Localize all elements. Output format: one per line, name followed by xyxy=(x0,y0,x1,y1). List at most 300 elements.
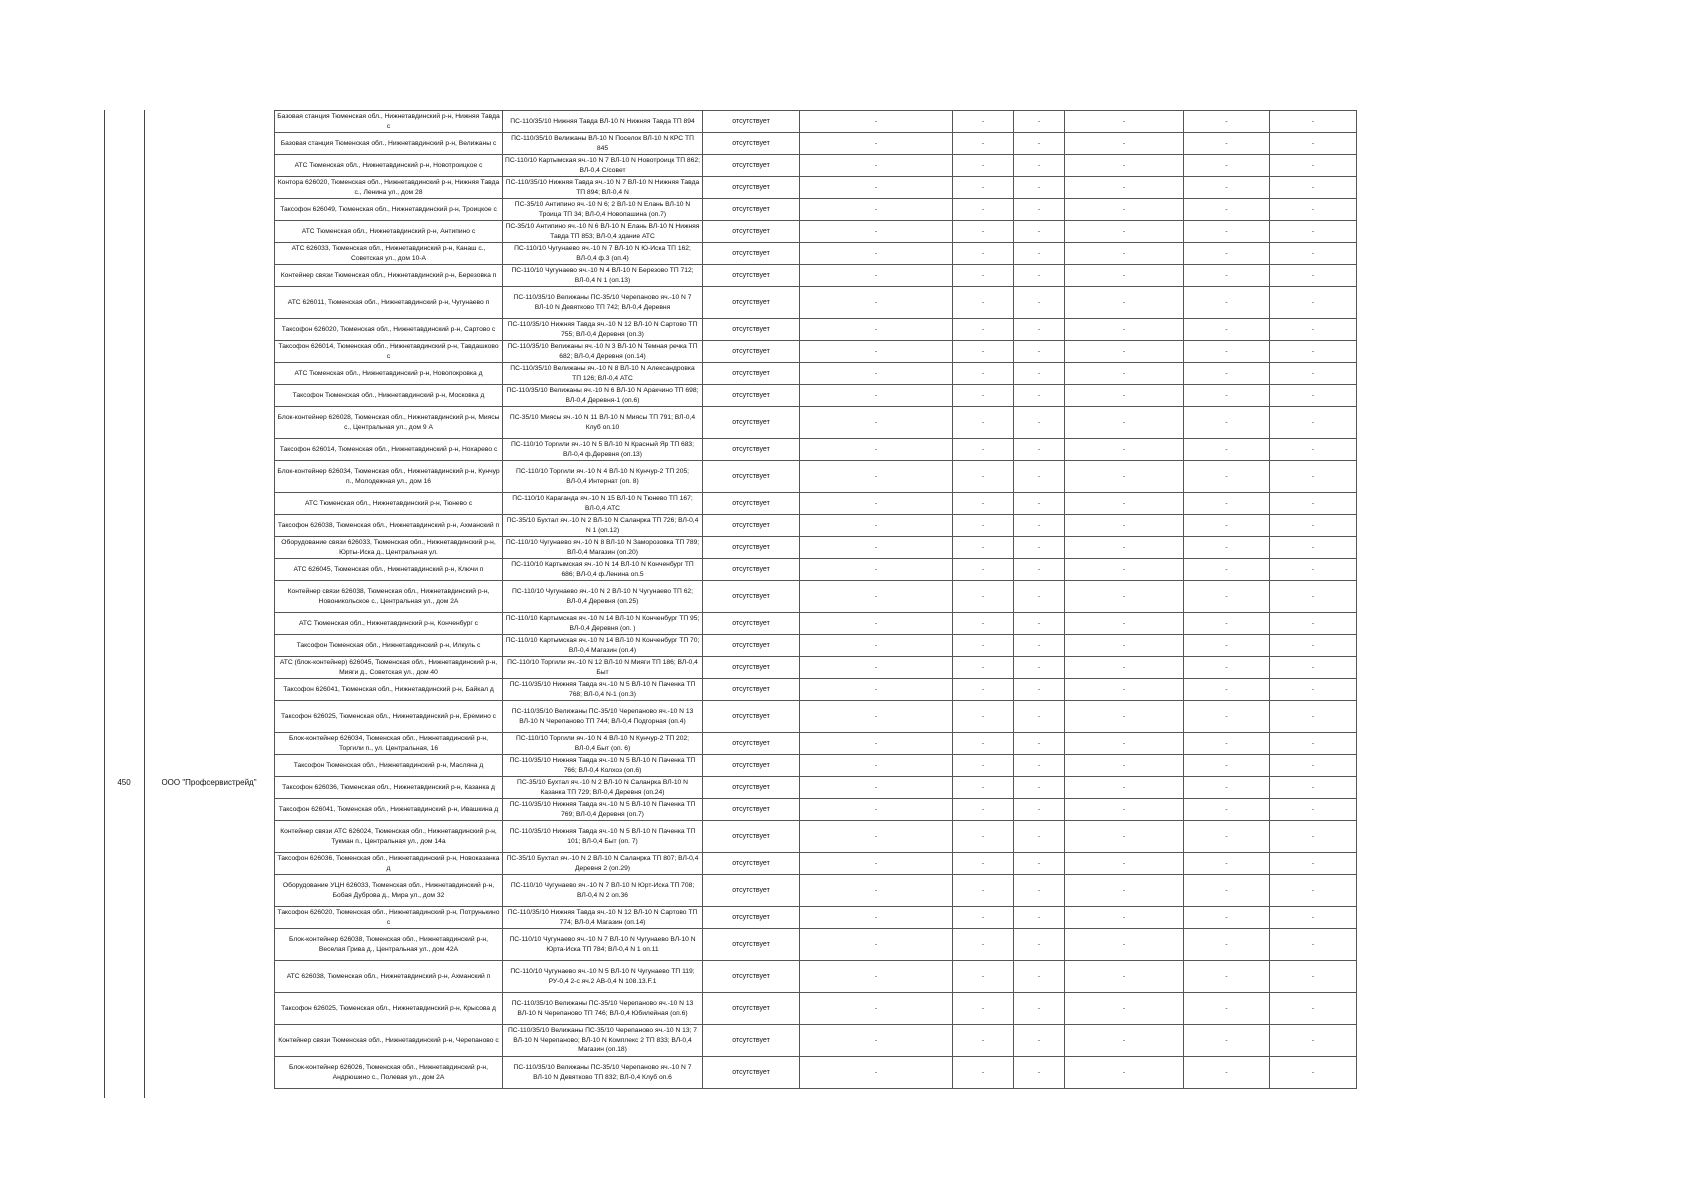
dash-cell: - xyxy=(1184,907,1270,929)
dash-cell: - xyxy=(953,613,1014,635)
dash-cell: - xyxy=(1184,439,1270,461)
dash-cell: - xyxy=(953,439,1014,461)
dash-cell: - xyxy=(1014,461,1065,493)
address-cell: Таксофон Тюменская обл., Нижнетавдинский р-н, Масляна д xyxy=(275,755,503,777)
dash-cell: - xyxy=(1065,679,1184,701)
status-cell: отсутствует xyxy=(703,319,800,341)
address-cell: АТС Тюменская обл., Нижнетавдинский р-н, Новотроицкое с xyxy=(275,155,503,177)
supply-scheme-cell: ПС-110/35/10 Велижаны яч.-10 N 8 ВЛ-10 N Александровка ТП 126; ВЛ-0,4 АТС xyxy=(503,363,703,385)
dash-cell: - xyxy=(1184,929,1270,961)
table-row xyxy=(275,777,1357,799)
dash-cell: - xyxy=(1014,385,1065,407)
dash-cell: - xyxy=(1184,515,1270,537)
dash-cell: - xyxy=(1065,537,1184,559)
table-row xyxy=(275,407,1357,439)
status-cell: отсутствует xyxy=(703,755,800,777)
left-merged-block xyxy=(104,110,274,1098)
table-row xyxy=(275,679,1357,701)
dash-cell: - xyxy=(1014,407,1065,439)
supply-scheme-cell: ПС-35/10 Бухтал яч.-10 N 2 ВЛ-10 N Саланрка ВЛ-10 N Казанка ТП 729; ВЛ-0,4 Деревня (оп.24) xyxy=(503,777,703,799)
dash-cell: - xyxy=(953,961,1014,993)
dash-cell: - xyxy=(800,199,953,221)
supply-scheme-cell: ПС-110/10 Картымская яч.-10 N 14 ВЛ-10 N Конченбург ТП 686; ВЛ-0,4 ф.Ленина оп.5 xyxy=(503,559,703,581)
dash-cell: - xyxy=(1065,133,1184,155)
dash-cell: - xyxy=(1270,821,1357,853)
dash-cell: - xyxy=(1065,907,1184,929)
dash-cell: - xyxy=(1184,821,1270,853)
table-row xyxy=(275,265,1357,287)
supply-scheme-cell: ПС-110/35/10 Нижняя Тавда ВЛ-10 N Нижняя Тавда ТП 894 xyxy=(503,111,703,133)
address-cell: Блок-контейнер 626026, Тюменская обл., Нижнетавдинский р-н, Андрюшино с., Полевая ул., дом 2А xyxy=(275,1057,503,1089)
left-border-line xyxy=(104,110,105,1098)
status-cell: отсутствует xyxy=(703,407,800,439)
table-row xyxy=(275,701,1357,733)
status-cell: отсутствует xyxy=(703,559,800,581)
row-number: 450 xyxy=(117,778,131,787)
dash-cell: - xyxy=(953,875,1014,907)
dash-cell: - xyxy=(800,363,953,385)
dash-cell: - xyxy=(800,821,953,853)
table-row xyxy=(275,537,1357,559)
dash-cell: - xyxy=(953,581,1014,613)
dash-cell: - xyxy=(1065,733,1184,755)
dash-cell: - xyxy=(953,363,1014,385)
table-row xyxy=(275,341,1357,363)
dash-cell: - xyxy=(1270,961,1357,993)
dash-cell: - xyxy=(800,733,953,755)
dash-cell: - xyxy=(1270,265,1357,287)
dash-cell: - xyxy=(1014,439,1065,461)
dash-cell: - xyxy=(953,461,1014,493)
dash-cell: - xyxy=(1014,907,1065,929)
dash-cell: - xyxy=(1065,755,1184,777)
table-row xyxy=(275,199,1357,221)
dash-cell: - xyxy=(1014,733,1065,755)
status-cell: отсутствует xyxy=(703,821,800,853)
dash-cell: - xyxy=(953,929,1014,961)
dash-cell: - xyxy=(1014,777,1065,799)
table-row xyxy=(275,439,1357,461)
dash-cell: - xyxy=(1065,875,1184,907)
dash-cell: - xyxy=(800,777,953,799)
dash-cell: - xyxy=(1014,133,1065,155)
dash-cell: - xyxy=(953,385,1014,407)
address-cell: Блок-контейнер 626034, Тюменская обл., Нижнетавдинский р-н, Торгили п., ул. Центральная, 16 xyxy=(275,733,503,755)
dash-cell: - xyxy=(1014,319,1065,341)
dash-cell: - xyxy=(800,961,953,993)
supply-scheme-cell: ПС-110/35/10 Велижаны ПС-35/10 Черепаново яч.-10 N 7 ВЛ-10 N Девятково ТП 832; ВЛ-0,4 Клуб оп.6 xyxy=(503,1057,703,1089)
dash-cell: - xyxy=(953,265,1014,287)
dash-cell: - xyxy=(1065,993,1184,1025)
supply-scheme-cell: ПС-110/35/10 Нижняя Тавда яч.-10 N 12 ВЛ-10 N Сартово ТП 755; ВЛ-0,4 Деревня (оп.3) xyxy=(503,319,703,341)
status-cell: отсутствует xyxy=(703,1025,800,1057)
dash-cell: - xyxy=(1270,439,1357,461)
table-row xyxy=(275,657,1357,679)
status-cell: отсутствует xyxy=(703,385,800,407)
table-row xyxy=(275,993,1357,1025)
table-row xyxy=(275,1025,1357,1057)
dash-cell: - xyxy=(953,777,1014,799)
dash-cell: - xyxy=(800,559,953,581)
table-row xyxy=(275,385,1357,407)
address-cell: Таксофон 626041, Тюменская обл., Нижнетавдинский р-н, Ивашкина д xyxy=(275,799,503,821)
dash-cell: - xyxy=(1065,961,1184,993)
status-cell: отсутствует xyxy=(703,907,800,929)
dash-cell: - xyxy=(800,701,953,733)
dash-cell: - xyxy=(1184,613,1270,635)
address-cell: Контейнер связи Тюменская обл., Нижнетавдинский р-н, Черепаново с xyxy=(275,1025,503,1057)
table-row xyxy=(275,319,1357,341)
status-cell: отсутствует xyxy=(703,155,800,177)
dash-cell: - xyxy=(953,515,1014,537)
supply-scheme-cell: ПС-35/10 Антипино яч.-10 N 6 ВЛ-10 N Елань ВЛ-10 N Нижняя Тавда ТП 853; ВЛ-0,4 здание АТС xyxy=(503,221,703,243)
address-cell: Блок-контейнер 626034, Тюменская обл., Нижнетавдинский р-н, Кунчур п., Молодежная ул., дом 16 xyxy=(275,461,503,493)
supply-scheme-cell: ПС-35/10 Бухтал яч.-10 N 2 ВЛ-10 N Саланрка ТП 807; ВЛ-0,4 Деревня 2 (оп.29) xyxy=(503,853,703,875)
dash-cell: - xyxy=(1184,287,1270,319)
status-cell: отсутствует xyxy=(703,613,800,635)
dash-cell: - xyxy=(1184,701,1270,733)
address-cell: Таксофон 626025, Тюменская обл., Нижнетавдинский р-н, Еремино с xyxy=(275,701,503,733)
dash-cell: - xyxy=(800,679,953,701)
dash-cell: - xyxy=(1184,777,1270,799)
dash-cell: - xyxy=(1184,319,1270,341)
dash-cell: - xyxy=(1065,701,1184,733)
supply-scheme-cell: ПС-110/10 Чугунаево яч.-10 N 2 ВЛ-10 N Чугунаево ТП 62; ВЛ-0,4 Деревня (оп.25) xyxy=(503,581,703,613)
supply-scheme-cell: ПС-110/10 Картымская яч.-10 N 7 ВЛ-10 N Новотроицк ТП 862; ВЛ-0,4 С/совет xyxy=(503,155,703,177)
dash-cell: - xyxy=(1270,461,1357,493)
dash-cell: - xyxy=(1065,635,1184,657)
supply-scheme-cell: ПС-110/10 Чугунаево яч.-10 N 4 ВЛ-10 N Березово ТП 712; ВЛ-0,4 N 1 (оп.13) xyxy=(503,265,703,287)
dash-cell: - xyxy=(1014,755,1065,777)
status-cell: отсутствует xyxy=(703,961,800,993)
supply-scheme-cell: ПС-110/10 Чугунаево яч.-10 N 8 ВЛ-10 N Заморозовка ТП 789; ВЛ-0,4 Магазин (оп.20) xyxy=(503,537,703,559)
dash-cell: - xyxy=(800,243,953,265)
dash-cell: - xyxy=(800,907,953,929)
dash-cell: - xyxy=(953,799,1014,821)
status-cell: отсутствует xyxy=(703,493,800,515)
dash-cell: - xyxy=(953,1025,1014,1057)
supply-scheme-cell: ПС-110/10 Торгили яч.-10 N 4 ВЛ-10 N Кунчур-2 ТП 205; ВЛ-0,4 Интернат (оп. 8) xyxy=(503,461,703,493)
dash-cell: - xyxy=(800,221,953,243)
dash-cell: - xyxy=(1270,799,1357,821)
dash-cell: - xyxy=(1270,635,1357,657)
status-cell: отсутствует xyxy=(703,799,800,821)
address-cell: Оборудование УЦН 626033, Тюменская обл., Нижнетавдинский р-н, Бобая Дуброва д., Мира ул., дом 32 xyxy=(275,875,503,907)
dash-cell: - xyxy=(1270,515,1357,537)
dash-cell: - xyxy=(1014,199,1065,221)
dash-cell: - xyxy=(1184,155,1270,177)
dash-cell: - xyxy=(1014,265,1065,287)
dash-cell: - xyxy=(800,537,953,559)
status-cell: отсутствует xyxy=(703,701,800,733)
dash-cell: - xyxy=(1184,461,1270,493)
dash-cell: - xyxy=(1270,287,1357,319)
dash-cell: - xyxy=(1014,1025,1065,1057)
dash-cell: - xyxy=(800,385,953,407)
dash-cell: - xyxy=(1184,799,1270,821)
address-cell: Контейнер связи 626038, Тюменская обл., Нижнетавдинский р-н, Новоникольское с., Центральная ул., дом 2А xyxy=(275,581,503,613)
address-cell: Таксофон 626041, Тюменская обл., Нижнетавдинский р-н, Байкал д xyxy=(275,679,503,701)
dash-cell: - xyxy=(1065,821,1184,853)
dash-cell: - xyxy=(953,635,1014,657)
table-row xyxy=(275,155,1357,177)
dash-cell: - xyxy=(1065,265,1184,287)
dash-cell: - xyxy=(1184,1025,1270,1057)
dash-cell: - xyxy=(953,657,1014,679)
dash-cell: - xyxy=(1065,1025,1184,1057)
dash-cell: - xyxy=(953,755,1014,777)
dash-cell: - xyxy=(1184,221,1270,243)
dash-cell: - xyxy=(1014,559,1065,581)
table-row xyxy=(275,581,1357,613)
dash-cell: - xyxy=(800,439,953,461)
dash-cell: - xyxy=(1065,385,1184,407)
address-cell: Таксофон 626014, Тюменская обл., Нижнетавдинский р-н, Нохарево с xyxy=(275,439,503,461)
dash-cell: - xyxy=(1270,907,1357,929)
dash-cell: - xyxy=(1184,407,1270,439)
dash-cell: - xyxy=(953,679,1014,701)
address-cell: АТС (блок-контейнер) 626045, Тюменская обл., Нижнетавдинский р-н, Мияги д., Советская ул., дом 40 xyxy=(275,657,503,679)
dash-cell: - xyxy=(800,493,953,515)
supply-scheme-cell: ПС-110/10 Картымская яч.-10 N 14 ВЛ-10 N Конченбург ТП 95; ВЛ-0,4 Деревня (оп. ) xyxy=(503,613,703,635)
address-cell: АТС Тюменская обл., Нижнетавдинский р-н, Новопокровка д xyxy=(275,363,503,385)
dash-cell: - xyxy=(800,799,953,821)
status-cell: отсутствует xyxy=(703,853,800,875)
dash-cell: - xyxy=(1270,1057,1357,1089)
dash-cell: - xyxy=(1270,929,1357,961)
dash-cell: - xyxy=(1184,177,1270,199)
dash-cell: - xyxy=(1014,341,1065,363)
table-row xyxy=(275,875,1357,907)
dash-cell: - xyxy=(1270,221,1357,243)
dash-cell: - xyxy=(953,407,1014,439)
dash-cell: - xyxy=(800,133,953,155)
status-cell: отсутствует xyxy=(703,581,800,613)
dash-cell: - xyxy=(1184,243,1270,265)
dash-cell: - xyxy=(953,493,1014,515)
dash-cell: - xyxy=(1014,111,1065,133)
address-cell: Таксофон 626020, Тюменская обл., Нижнетавдинский р-н, Сартово с xyxy=(275,319,503,341)
table-row xyxy=(275,635,1357,657)
address-cell: Базовая станция Тюменская обл., Нижнетавдинский р-н, Велижаны с xyxy=(275,133,503,155)
left-divider-line xyxy=(144,110,145,1098)
dash-cell: - xyxy=(1014,155,1065,177)
supply-scheme-cell: ПС-110/35/10 Нижняя Тавда яч.-10 N 5 ВЛ-10 N Паченка ТП 769; ВЛ-0,4 Деревня (оп.7) xyxy=(503,799,703,821)
table-row xyxy=(275,613,1357,635)
dash-cell: - xyxy=(1270,493,1357,515)
dash-cell: - xyxy=(1270,853,1357,875)
dash-cell: - xyxy=(800,635,953,657)
status-cell: отсутствует xyxy=(703,461,800,493)
supply-scheme-cell: ПС-110/35/10 Нижняя Тавда яч.-10 N 12 ВЛ-10 N Сартово ТП 774; ВЛ-0,4 Магазин (оп.14) xyxy=(503,907,703,929)
dash-cell: - xyxy=(1014,657,1065,679)
dash-cell: - xyxy=(800,461,953,493)
dash-cell: - xyxy=(1014,961,1065,993)
dash-cell: - xyxy=(1270,679,1357,701)
dash-cell: - xyxy=(1184,341,1270,363)
dash-cell: - xyxy=(1184,875,1270,907)
address-cell: Таксофон Тюменская обл., Нижнетавдинский р-н, Московка д xyxy=(275,385,503,407)
dash-cell: - xyxy=(1065,243,1184,265)
table-row xyxy=(275,821,1357,853)
dash-cell: - xyxy=(953,177,1014,199)
status-cell: отсутствует xyxy=(703,875,800,907)
dash-cell: - xyxy=(800,407,953,439)
dash-cell: - xyxy=(1014,177,1065,199)
dash-cell: - xyxy=(1014,221,1065,243)
supply-scheme-cell: ПС-35/10 Миясы яч.-10 N 11 ВЛ-10 N Миясы ТП 791; ВЛ-0,4 Клуб оп.10 xyxy=(503,407,703,439)
table-row xyxy=(275,111,1357,133)
dash-cell: - xyxy=(1065,287,1184,319)
address-cell: Таксофон 626036, Тюменская обл., Нижнетавдинский р-н, Казанка д xyxy=(275,777,503,799)
dash-cell: - xyxy=(800,581,953,613)
address-cell: Таксофон Тюменская обл., Нижнетавдинский р-н, Илкуль с xyxy=(275,635,503,657)
address-cell: Контора 626020, Тюменская обл., Нижнетавдинский р-н, Нижняя Тавда с., Ленина ул., дом 28 xyxy=(275,177,503,199)
dash-cell: - xyxy=(1065,777,1184,799)
dash-cell: - xyxy=(1065,111,1184,133)
supply-scheme-cell: ПС-110/10 Чугунаево яч.-10 N 7 ВЛ-10 N Ю-Иска ТП 162; ВЛ-0,4 ф.3 (оп.4) xyxy=(503,243,703,265)
supply-scheme-cell: ПС-110/35/10 Велижаны ПС-35/10 Черепаново яч.-10 N 13; 7 ВЛ-10 N Черепаново; ВЛ-10 N Комплекс 2 ТП 833; ВЛ-0,4 Магазин (оп.18) xyxy=(503,1025,703,1057)
dash-cell: - xyxy=(1270,755,1357,777)
dash-cell: - xyxy=(800,755,953,777)
dash-cell: - xyxy=(1270,319,1357,341)
dash-cell: - xyxy=(800,319,953,341)
supply-scheme-cell: ПС-110/10 Чугунаево яч.-10 N 7 ВЛ-10 N Чугунаево ВЛ-10 N Юрта-Иска ТП 784; ВЛ-0,4 N 1 оп.11 xyxy=(503,929,703,961)
address-cell: Базовая станция Тюменская обл., Нижнетавдинский р-н, Нижняя Тавда с xyxy=(275,111,503,133)
supply-scheme-cell: ПС-110/35/10 Велижаны ПС-35/10 Черепаново яч.-10 N 13 ВЛ-10 N Черепаново ТП 744; ВЛ-0,4 Подгорная (оп.4) xyxy=(503,701,703,733)
dash-cell: - xyxy=(1184,133,1270,155)
dash-cell: - xyxy=(1270,559,1357,581)
dash-cell: - xyxy=(1065,177,1184,199)
dash-cell: - xyxy=(1184,199,1270,221)
table-row xyxy=(275,243,1357,265)
status-cell: отсутствует xyxy=(703,635,800,657)
dash-cell: - xyxy=(800,1025,953,1057)
dash-cell: - xyxy=(1270,385,1357,407)
dash-cell: - xyxy=(800,515,953,537)
dash-cell: - xyxy=(1014,701,1065,733)
status-cell: отсутствует xyxy=(703,243,800,265)
dash-cell: - xyxy=(1270,537,1357,559)
dash-cell: - xyxy=(800,875,953,907)
dash-cell: - xyxy=(1065,199,1184,221)
dash-cell: - xyxy=(1065,613,1184,635)
dash-cell: - xyxy=(1270,875,1357,907)
address-cell: Таксофон 626025, Тюменская обл., Нижнетавдинский р-н, Крысова д xyxy=(275,993,503,1025)
dash-cell: - xyxy=(800,265,953,287)
status-cell: отсутствует xyxy=(703,287,800,319)
dash-cell: - xyxy=(800,993,953,1025)
dash-cell: - xyxy=(1270,199,1357,221)
dash-cell: - xyxy=(1014,581,1065,613)
supply-scheme-cell: ПС-110/35/10 Нижняя Тавда яч.-10 N 5 ВЛ-10 N Паченка ТП 101; ВЛ-0,4 Быт (оп. 7) xyxy=(503,821,703,853)
dash-cell: - xyxy=(953,701,1014,733)
status-cell: отсутствует xyxy=(703,439,800,461)
dash-cell: - xyxy=(1184,493,1270,515)
table-row xyxy=(275,1057,1357,1089)
dash-cell: - xyxy=(1014,613,1065,635)
dash-cell: - xyxy=(1184,363,1270,385)
dash-cell: - xyxy=(1065,461,1184,493)
dash-cell: - xyxy=(1270,407,1357,439)
dash-cell: - xyxy=(953,993,1014,1025)
dash-cell: - xyxy=(800,155,953,177)
dash-cell: - xyxy=(953,287,1014,319)
dash-cell: - xyxy=(1270,613,1357,635)
dash-cell: - xyxy=(1014,679,1065,701)
dash-cell: - xyxy=(1014,287,1065,319)
address-cell: Оборудование связи 626033, Тюменская обл., Нижнетавдинский р-н, Юрты-Иска д., Центральная ул. xyxy=(275,537,503,559)
status-cell: отсутствует xyxy=(703,657,800,679)
supply-scheme-cell: ПС-110/10 Торгили яч.-10 N 12 ВЛ-10 N Мияги ТП 186; ВЛ-0,4 Быт xyxy=(503,657,703,679)
status-cell: отсутствует xyxy=(703,177,800,199)
dash-cell: - xyxy=(1270,701,1357,733)
table-row xyxy=(275,221,1357,243)
dash-cell: - xyxy=(800,287,953,319)
supply-scheme-cell: ПС-110/35/10 Нижняя Тавда яч.-10 N 5 ВЛ-10 N Паченка ТП 766; ВЛ-0,4 Колхоз (оп.6) xyxy=(503,755,703,777)
dash-cell: - xyxy=(1065,581,1184,613)
table-row xyxy=(275,363,1357,385)
dash-cell: - xyxy=(1065,319,1184,341)
dash-cell: - xyxy=(1270,581,1357,613)
dash-cell: - xyxy=(1065,929,1184,961)
table-row xyxy=(275,287,1357,319)
dash-cell: - xyxy=(1184,265,1270,287)
dash-cell: - xyxy=(953,111,1014,133)
dash-cell: - xyxy=(1270,733,1357,755)
supply-scheme-cell: ПС-110/35/10 Нижняя Тавда яч.-10 N 5 ВЛ-10 N Паченка ТП 768; ВЛ-0,4 N-1 (оп.3) xyxy=(503,679,703,701)
dash-cell: - xyxy=(1184,657,1270,679)
table-body xyxy=(275,111,1357,1089)
dash-cell: - xyxy=(1065,657,1184,679)
address-cell: Блок-контейнер 626028, Тюменская обл., Нижнетавдинский р-н, Миясы с., Центральная ул., дом 9 А xyxy=(275,407,503,439)
table-row xyxy=(275,733,1357,755)
dash-cell: - xyxy=(1270,1025,1357,1057)
address-cell: АТС Тюменская обл., Нижнетавдинский р-н, Антипино с xyxy=(275,221,503,243)
address-cell: Контейнер связи АТС 626024, Тюменская обл., Нижнетавдинский р-н, Тукман п., Центральная ул., дом 14а xyxy=(275,821,503,853)
address-cell: Блок-контейнер 626038, Тюменская обл., Нижнетавдинский р-н, Веселая Грива д., Центральная ул., дом 42А xyxy=(275,929,503,961)
status-cell: отсутствует xyxy=(703,341,800,363)
status-cell: отсутствует xyxy=(703,363,800,385)
dash-cell: - xyxy=(1065,493,1184,515)
address-cell: АТС 626011, Тюменская обл., Нижнетавдинский р-н, Чугунаево п xyxy=(275,287,503,319)
dash-cell: - xyxy=(1270,341,1357,363)
dash-cell: - xyxy=(800,853,953,875)
dash-cell: - xyxy=(1065,515,1184,537)
dash-cell: - xyxy=(800,177,953,199)
supply-scheme-cell: ПС-110/10 Торгили яч.-10 N 4 ВЛ-10 N Кунчур-2 ТП 202; ВЛ-0,4 Быт (оп. 6) xyxy=(503,733,703,755)
table-row xyxy=(275,515,1357,537)
dash-cell: - xyxy=(1270,243,1357,265)
dash-cell: - xyxy=(1184,111,1270,133)
supply-scheme-cell: ПС-110/10 Картымская яч.-10 N 14 ВЛ-10 N Конченбург ТП 70; ВЛ-0,4 Магазин (оп.4) xyxy=(503,635,703,657)
status-cell: отсутствует xyxy=(703,265,800,287)
dash-cell: - xyxy=(800,929,953,961)
dash-cell: - xyxy=(1014,363,1065,385)
supply-scheme-cell: ПС-110/10 Чугунаево яч.-10 N 5 ВЛ-10 N Чугунаево ТП 119; РУ-0,4 2-с яч.2 АВ-0,4 N 108.13.F.1 xyxy=(503,961,703,993)
table-row xyxy=(275,177,1357,199)
dash-cell: - xyxy=(1184,733,1270,755)
supply-scheme-cell: ПС-110/35/10 Велижаны ПС-35/10 Черепаново яч.-10 N 13 ВЛ-10 N Черепаново ТП 746; ВЛ-0,4 Юбилейная (оп.6) xyxy=(503,993,703,1025)
address-cell: АТС Тюменская обл., Нижнетавдинский р-н, Конченбург с xyxy=(275,613,503,635)
dash-cell: - xyxy=(1065,363,1184,385)
dash-cell: - xyxy=(1014,537,1065,559)
dash-cell: - xyxy=(1065,155,1184,177)
table-row xyxy=(275,799,1357,821)
dash-cell: - xyxy=(1014,515,1065,537)
address-cell: Таксофон 626038, Тюменская обл., Нижнетавдинский р-н, Ахманский п xyxy=(275,515,503,537)
dash-cell: - xyxy=(1184,961,1270,993)
